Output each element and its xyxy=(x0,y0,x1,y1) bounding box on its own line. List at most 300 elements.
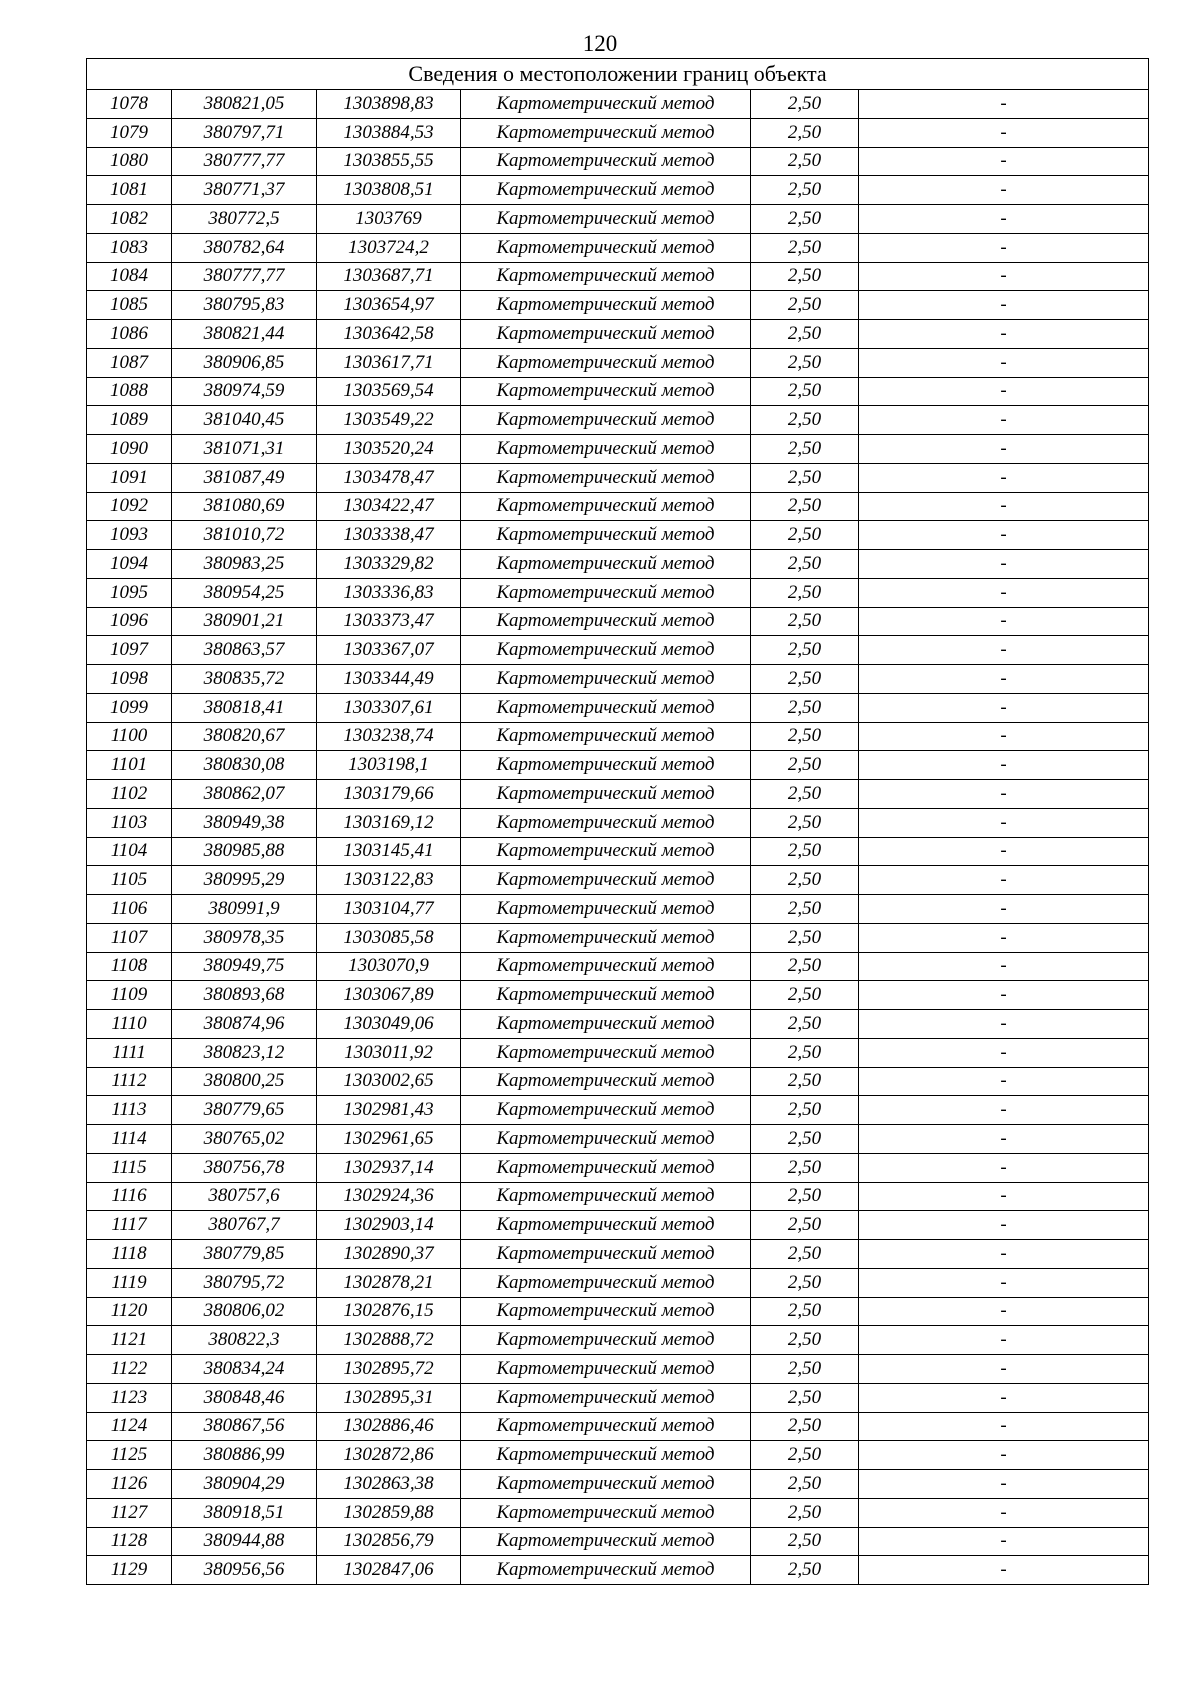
table-row xyxy=(87,751,1149,780)
table-row xyxy=(87,1470,1149,1499)
x-coordinate-cell: 380771,37 xyxy=(172,176,317,205)
boundary-coordinates-table xyxy=(86,58,1149,1585)
table-row xyxy=(87,406,1149,435)
method-cell: Картометрический метод xyxy=(461,205,751,234)
y-coordinate-cell: 1303549,22 xyxy=(317,406,461,435)
accuracy-cell: 2,50 xyxy=(751,1355,859,1384)
accuracy-cell: 2,50 xyxy=(751,895,859,924)
accuracy-cell: 2,50 xyxy=(751,435,859,464)
x-coordinate-cell: 380901,21 xyxy=(172,607,317,636)
x-coordinate-cell: 380983,25 xyxy=(172,550,317,579)
x-coordinate-cell: 380800,25 xyxy=(172,1067,317,1096)
method-cell: Картометрический метод xyxy=(461,377,751,406)
note-cell: - xyxy=(859,837,1149,866)
y-coordinate-cell: 1303884,53 xyxy=(317,118,461,147)
accuracy-cell: 2,50 xyxy=(751,1470,859,1499)
note-cell: - xyxy=(859,1211,1149,1240)
point-number-cell: 1095 xyxy=(87,578,172,607)
method-cell: Картометрический метод xyxy=(461,693,751,722)
y-coordinate-cell: 1303367,07 xyxy=(317,636,461,665)
method-cell: Картометрический метод xyxy=(461,291,751,320)
point-number-cell: 1078 xyxy=(87,90,172,119)
method-cell: Картометрический метод xyxy=(461,1326,751,1355)
y-coordinate-cell: 1303307,61 xyxy=(317,693,461,722)
y-coordinate-cell: 1302895,31 xyxy=(317,1383,461,1412)
accuracy-cell: 2,50 xyxy=(751,808,859,837)
y-coordinate-cell: 1302924,36 xyxy=(317,1182,461,1211)
y-coordinate-cell: 1302859,88 xyxy=(317,1498,461,1527)
point-number-cell: 1106 xyxy=(87,895,172,924)
method-cell: Картометрический метод xyxy=(461,751,751,780)
note-cell: - xyxy=(859,1326,1149,1355)
x-coordinate-cell: 381087,49 xyxy=(172,463,317,492)
y-coordinate-cell: 1303344,49 xyxy=(317,665,461,694)
y-coordinate-cell: 1302903,14 xyxy=(317,1211,461,1240)
accuracy-cell: 2,50 xyxy=(751,463,859,492)
accuracy-cell: 2,50 xyxy=(751,492,859,521)
table-row xyxy=(87,636,1149,665)
method-cell: Картометрический метод xyxy=(461,406,751,435)
method-cell: Картометрический метод xyxy=(461,1355,751,1384)
y-coordinate-cell: 1303373,47 xyxy=(317,607,461,636)
accuracy-cell: 2,50 xyxy=(751,952,859,981)
method-cell: Картометрический метод xyxy=(461,1211,751,1240)
y-coordinate-cell: 1303569,54 xyxy=(317,377,461,406)
y-coordinate-cell: 1303520,24 xyxy=(317,435,461,464)
x-coordinate-cell: 380944,88 xyxy=(172,1527,317,1556)
x-coordinate-cell: 380886,99 xyxy=(172,1441,317,1470)
note-cell: - xyxy=(859,550,1149,579)
y-coordinate-cell: 1303104,77 xyxy=(317,895,461,924)
y-coordinate-cell: 1302981,43 xyxy=(317,1096,461,1125)
method-cell: Картометрический метод xyxy=(461,262,751,291)
x-coordinate-cell: 380757,6 xyxy=(172,1182,317,1211)
y-coordinate-cell: 1303179,66 xyxy=(317,780,461,809)
method-cell: Картометрический метод xyxy=(461,233,751,262)
table-row xyxy=(87,377,1149,406)
note-cell: - xyxy=(859,205,1149,234)
method-cell: Картометрический метод xyxy=(461,1527,751,1556)
accuracy-cell: 2,50 xyxy=(751,866,859,895)
y-coordinate-cell: 1303002,65 xyxy=(317,1067,461,1096)
note-cell: - xyxy=(859,233,1149,262)
point-number-cell: 1091 xyxy=(87,463,172,492)
x-coordinate-cell: 381071,31 xyxy=(172,435,317,464)
x-coordinate-cell: 380918,51 xyxy=(172,1498,317,1527)
table-row xyxy=(87,147,1149,176)
point-number-cell: 1126 xyxy=(87,1470,172,1499)
point-number-cell: 1105 xyxy=(87,866,172,895)
table-row xyxy=(87,1038,1149,1067)
table-row xyxy=(87,1441,1149,1470)
table-row xyxy=(87,1153,1149,1182)
x-coordinate-cell: 380991,9 xyxy=(172,895,317,924)
accuracy-cell: 2,50 xyxy=(751,1096,859,1125)
x-coordinate-cell: 380949,38 xyxy=(172,808,317,837)
accuracy-cell: 2,50 xyxy=(751,981,859,1010)
x-coordinate-cell: 380834,24 xyxy=(172,1355,317,1384)
accuracy-cell: 2,50 xyxy=(751,406,859,435)
x-coordinate-cell: 380830,08 xyxy=(172,751,317,780)
table-row xyxy=(87,780,1149,809)
y-coordinate-cell: 1302856,79 xyxy=(317,1527,461,1556)
y-coordinate-cell: 1302890,37 xyxy=(317,1240,461,1269)
table-row xyxy=(87,1498,1149,1527)
x-coordinate-cell: 380974,59 xyxy=(172,377,317,406)
accuracy-cell: 2,50 xyxy=(751,1498,859,1527)
point-number-cell: 1103 xyxy=(87,808,172,837)
y-coordinate-cell: 1303724,2 xyxy=(317,233,461,262)
x-coordinate-cell: 380777,77 xyxy=(172,262,317,291)
accuracy-cell: 2,50 xyxy=(751,693,859,722)
accuracy-cell: 2,50 xyxy=(751,377,859,406)
note-cell: - xyxy=(859,923,1149,952)
method-cell: Картометрический метод xyxy=(461,492,751,521)
y-coordinate-cell: 1303654,97 xyxy=(317,291,461,320)
point-number-cell: 1104 xyxy=(87,837,172,866)
note-cell: - xyxy=(859,1268,1149,1297)
accuracy-cell: 2,50 xyxy=(751,1412,859,1441)
accuracy-cell: 2,50 xyxy=(751,1383,859,1412)
note-cell: - xyxy=(859,147,1149,176)
x-coordinate-cell: 380848,46 xyxy=(172,1383,317,1412)
method-cell: Картометрический метод xyxy=(461,521,751,550)
point-number-cell: 1110 xyxy=(87,1010,172,1039)
y-coordinate-cell: 1303617,71 xyxy=(317,348,461,377)
accuracy-cell: 2,50 xyxy=(751,550,859,579)
accuracy-cell: 2,50 xyxy=(751,837,859,866)
point-number-cell: 1120 xyxy=(87,1297,172,1326)
table-title-row xyxy=(87,59,1149,90)
y-coordinate-cell: 1303085,58 xyxy=(317,923,461,952)
point-number-cell: 1114 xyxy=(87,1125,172,1154)
accuracy-cell: 2,50 xyxy=(751,1067,859,1096)
note-cell: - xyxy=(859,1010,1149,1039)
point-number-cell: 1107 xyxy=(87,923,172,952)
x-coordinate-cell: 380772,5 xyxy=(172,205,317,234)
table-row xyxy=(87,1096,1149,1125)
point-number-cell: 1087 xyxy=(87,348,172,377)
y-coordinate-cell: 1303145,41 xyxy=(317,837,461,866)
table-row xyxy=(87,205,1149,234)
table-row xyxy=(87,1182,1149,1211)
x-coordinate-cell: 380767,7 xyxy=(172,1211,317,1240)
point-number-cell: 1080 xyxy=(87,147,172,176)
accuracy-cell: 2,50 xyxy=(751,1326,859,1355)
method-cell: Картометрический метод xyxy=(461,866,751,895)
accuracy-cell: 2,50 xyxy=(751,665,859,694)
accuracy-cell: 2,50 xyxy=(751,1211,859,1240)
accuracy-cell: 2,50 xyxy=(751,578,859,607)
point-number-cell: 1101 xyxy=(87,751,172,780)
table-row xyxy=(87,895,1149,924)
table-row xyxy=(87,1067,1149,1096)
y-coordinate-cell: 1303478,47 xyxy=(317,463,461,492)
x-coordinate-cell: 380862,07 xyxy=(172,780,317,809)
table-row xyxy=(87,693,1149,722)
accuracy-cell: 2,50 xyxy=(751,1556,859,1585)
table-row xyxy=(87,262,1149,291)
x-coordinate-cell: 380863,57 xyxy=(172,636,317,665)
method-cell: Картометрический метод xyxy=(461,665,751,694)
table-row xyxy=(87,521,1149,550)
point-number-cell: 1089 xyxy=(87,406,172,435)
accuracy-cell: 2,50 xyxy=(751,1268,859,1297)
method-cell: Картометрический метод xyxy=(461,1153,751,1182)
point-number-cell: 1084 xyxy=(87,262,172,291)
note-cell: - xyxy=(859,1498,1149,1527)
note-cell: - xyxy=(859,1470,1149,1499)
method-cell: Картометрический метод xyxy=(461,320,751,349)
table-row xyxy=(87,463,1149,492)
x-coordinate-cell: 380867,56 xyxy=(172,1412,317,1441)
x-coordinate-cell: 380978,35 xyxy=(172,923,317,952)
x-coordinate-cell: 381010,72 xyxy=(172,521,317,550)
note-cell: - xyxy=(859,320,1149,349)
table-row xyxy=(87,722,1149,751)
table-row xyxy=(87,90,1149,119)
y-coordinate-cell: 1303067,89 xyxy=(317,981,461,1010)
x-coordinate-cell: 380797,71 xyxy=(172,118,317,147)
note-cell: - xyxy=(859,1153,1149,1182)
table-row xyxy=(87,923,1149,952)
y-coordinate-cell: 1303070,9 xyxy=(317,952,461,981)
accuracy-cell: 2,50 xyxy=(751,233,859,262)
table-row xyxy=(87,1125,1149,1154)
x-coordinate-cell: 380995,29 xyxy=(172,866,317,895)
point-number-cell: 1099 xyxy=(87,693,172,722)
method-cell: Картометрический метод xyxy=(461,952,751,981)
accuracy-cell: 2,50 xyxy=(751,1297,859,1326)
point-number-cell: 1119 xyxy=(87,1268,172,1297)
note-cell: - xyxy=(859,1412,1149,1441)
point-number-cell: 1094 xyxy=(87,550,172,579)
table-row xyxy=(87,348,1149,377)
accuracy-cell: 2,50 xyxy=(751,1153,859,1182)
table-title: Сведения о местоположении границ объекта xyxy=(87,59,1149,90)
method-cell: Картометрический метод xyxy=(461,118,751,147)
accuracy-cell: 2,50 xyxy=(751,751,859,780)
accuracy-cell: 2,50 xyxy=(751,636,859,665)
method-cell: Картометрический метод xyxy=(461,1383,751,1412)
note-cell: - xyxy=(859,1556,1149,1585)
y-coordinate-cell: 1302876,15 xyxy=(317,1297,461,1326)
note-cell: - xyxy=(859,90,1149,119)
method-cell: Картометрический метод xyxy=(461,780,751,809)
point-number-cell: 1109 xyxy=(87,981,172,1010)
x-coordinate-cell: 380765,02 xyxy=(172,1125,317,1154)
point-number-cell: 1085 xyxy=(87,291,172,320)
note-cell: - xyxy=(859,1297,1149,1326)
accuracy-cell: 2,50 xyxy=(751,320,859,349)
method-cell: Картометрический метод xyxy=(461,176,751,205)
method-cell: Картометрический метод xyxy=(461,1182,751,1211)
point-number-cell: 1125 xyxy=(87,1441,172,1470)
method-cell: Картометрический метод xyxy=(461,1067,751,1096)
accuracy-cell: 2,50 xyxy=(751,1038,859,1067)
x-coordinate-cell: 380956,56 xyxy=(172,1556,317,1585)
y-coordinate-cell: 1303169,12 xyxy=(317,808,461,837)
x-coordinate-cell: 380818,41 xyxy=(172,693,317,722)
point-number-cell: 1090 xyxy=(87,435,172,464)
point-number-cell: 1098 xyxy=(87,665,172,694)
x-coordinate-cell: 380949,75 xyxy=(172,952,317,981)
note-cell: - xyxy=(859,1441,1149,1470)
note-cell: - xyxy=(859,1527,1149,1556)
note-cell: - xyxy=(859,751,1149,780)
x-coordinate-cell: 381040,45 xyxy=(172,406,317,435)
note-cell: - xyxy=(859,693,1149,722)
accuracy-cell: 2,50 xyxy=(751,291,859,320)
x-coordinate-cell: 380904,29 xyxy=(172,1470,317,1499)
note-cell: - xyxy=(859,607,1149,636)
x-coordinate-cell: 380821,05 xyxy=(172,90,317,119)
method-cell: Картометрический метод xyxy=(461,90,751,119)
y-coordinate-cell: 1302937,14 xyxy=(317,1153,461,1182)
accuracy-cell: 2,50 xyxy=(751,780,859,809)
note-cell: - xyxy=(859,722,1149,751)
y-coordinate-cell: 1303769 xyxy=(317,205,461,234)
note-cell: - xyxy=(859,291,1149,320)
y-coordinate-cell: 1303198,1 xyxy=(317,751,461,780)
x-coordinate-cell: 380795,83 xyxy=(172,291,317,320)
x-coordinate-cell: 380835,72 xyxy=(172,665,317,694)
x-coordinate-cell: 380806,02 xyxy=(172,1297,317,1326)
method-cell: Картометрический метод xyxy=(461,607,751,636)
x-coordinate-cell: 380779,65 xyxy=(172,1096,317,1125)
y-coordinate-cell: 1302878,21 xyxy=(317,1268,461,1297)
note-cell: - xyxy=(859,118,1149,147)
method-cell: Картометрический метод xyxy=(461,1412,751,1441)
note-cell: - xyxy=(859,1355,1149,1384)
point-number-cell: 1127 xyxy=(87,1498,172,1527)
method-cell: Картометрический метод xyxy=(461,1498,751,1527)
table-row xyxy=(87,578,1149,607)
note-cell: - xyxy=(859,636,1149,665)
x-coordinate-cell: 380777,77 xyxy=(172,147,317,176)
method-cell: Картометрический метод xyxy=(461,1125,751,1154)
method-cell: Картометрический метод xyxy=(461,808,751,837)
y-coordinate-cell: 1303642,58 xyxy=(317,320,461,349)
point-number-cell: 1092 xyxy=(87,492,172,521)
y-coordinate-cell: 1303808,51 xyxy=(317,176,461,205)
note-cell: - xyxy=(859,1067,1149,1096)
note-cell: - xyxy=(859,406,1149,435)
x-coordinate-cell: 380893,68 xyxy=(172,981,317,1010)
point-number-cell: 1079 xyxy=(87,118,172,147)
method-cell: Картометрический метод xyxy=(461,348,751,377)
point-number-cell: 1129 xyxy=(87,1556,172,1585)
accuracy-cell: 2,50 xyxy=(751,1240,859,1269)
table-row xyxy=(87,1556,1149,1585)
y-coordinate-cell: 1303336,83 xyxy=(317,578,461,607)
point-number-cell: 1111 xyxy=(87,1038,172,1067)
table-row xyxy=(87,1355,1149,1384)
point-number-cell: 1081 xyxy=(87,176,172,205)
note-cell: - xyxy=(859,176,1149,205)
point-number-cell: 1108 xyxy=(87,952,172,981)
x-coordinate-cell: 381080,69 xyxy=(172,492,317,521)
x-coordinate-cell: 380822,3 xyxy=(172,1326,317,1355)
note-cell: - xyxy=(859,262,1149,291)
method-cell: Картометрический метод xyxy=(461,1038,751,1067)
point-number-cell: 1116 xyxy=(87,1182,172,1211)
method-cell: Картометрический метод xyxy=(461,1441,751,1470)
note-cell: - xyxy=(859,521,1149,550)
point-number-cell: 1124 xyxy=(87,1412,172,1441)
point-number-cell: 1086 xyxy=(87,320,172,349)
x-coordinate-cell: 380821,44 xyxy=(172,320,317,349)
method-cell: Картометрический метод xyxy=(461,981,751,1010)
method-cell: Картометрический метод xyxy=(461,1010,751,1039)
point-number-cell: 1088 xyxy=(87,377,172,406)
method-cell: Картометрический метод xyxy=(461,923,751,952)
y-coordinate-cell: 1302961,65 xyxy=(317,1125,461,1154)
note-cell: - xyxy=(859,1038,1149,1067)
x-coordinate-cell: 380823,12 xyxy=(172,1038,317,1067)
accuracy-cell: 2,50 xyxy=(751,1125,859,1154)
method-cell: Картометрический метод xyxy=(461,636,751,665)
point-number-cell: 1121 xyxy=(87,1326,172,1355)
table-row xyxy=(87,176,1149,205)
y-coordinate-cell: 1303898,83 xyxy=(317,90,461,119)
table-row xyxy=(87,665,1149,694)
note-cell: - xyxy=(859,1096,1149,1125)
method-cell: Картометрический метод xyxy=(461,435,751,464)
point-number-cell: 1082 xyxy=(87,205,172,234)
table-row xyxy=(87,492,1149,521)
note-cell: - xyxy=(859,780,1149,809)
accuracy-cell: 2,50 xyxy=(751,176,859,205)
accuracy-cell: 2,50 xyxy=(751,348,859,377)
accuracy-cell: 2,50 xyxy=(751,1010,859,1039)
table-row xyxy=(87,981,1149,1010)
y-coordinate-cell: 1302895,72 xyxy=(317,1355,461,1384)
table-row xyxy=(87,1383,1149,1412)
table-row xyxy=(87,1240,1149,1269)
page-number: 120 xyxy=(582,31,618,56)
note-cell: - xyxy=(859,1182,1149,1211)
accuracy-cell: 2,50 xyxy=(751,90,859,119)
table-row xyxy=(87,291,1149,320)
note-cell: - xyxy=(859,808,1149,837)
accuracy-cell: 2,50 xyxy=(751,147,859,176)
y-coordinate-cell: 1302888,72 xyxy=(317,1326,461,1355)
y-coordinate-cell: 1302872,86 xyxy=(317,1441,461,1470)
note-cell: - xyxy=(859,1240,1149,1269)
accuracy-cell: 2,50 xyxy=(751,118,859,147)
note-cell: - xyxy=(859,952,1149,981)
point-number-cell: 1122 xyxy=(87,1355,172,1384)
method-cell: Картометрический метод xyxy=(461,1096,751,1125)
note-cell: - xyxy=(859,492,1149,521)
x-coordinate-cell: 380795,72 xyxy=(172,1268,317,1297)
point-number-cell: 1097 xyxy=(87,636,172,665)
table-row xyxy=(87,118,1149,147)
method-cell: Картометрический метод xyxy=(461,895,751,924)
table-row xyxy=(87,1326,1149,1355)
method-cell: Картометрический метод xyxy=(461,837,751,866)
point-number-cell: 1113 xyxy=(87,1096,172,1125)
y-coordinate-cell: 1303122,83 xyxy=(317,866,461,895)
x-coordinate-cell: 380820,67 xyxy=(172,722,317,751)
note-cell: - xyxy=(859,463,1149,492)
y-coordinate-cell: 1302886,46 xyxy=(317,1412,461,1441)
y-coordinate-cell: 1303011,92 xyxy=(317,1038,461,1067)
table-row xyxy=(87,1412,1149,1441)
method-cell: Картометрический метод xyxy=(461,147,751,176)
y-coordinate-cell: 1303687,71 xyxy=(317,262,461,291)
